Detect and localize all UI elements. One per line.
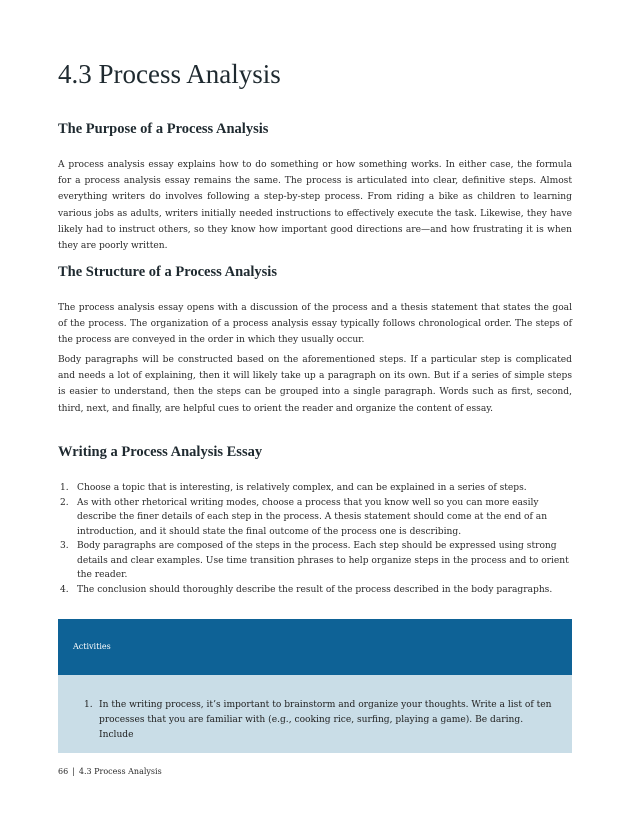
list-item [58,481,572,496]
footer-separator: | [72,767,75,776]
list-item [84,698,554,743]
list-item-text: Body paragraphs are composed of the steps in the process. Each step should be expressed using strong details and clear examples. Use time transition phrases to help organize steps in the process and to orient the reader. [77,541,569,580]
list-number: 1. [84,700,93,710]
page-footer [58,766,162,777]
list-item [58,496,572,540]
activities-label: Activities [73,642,111,651]
writing-steps-list [58,481,572,597]
activities-header [58,619,572,675]
list-item [58,583,572,598]
list-number: 1. [60,483,69,493]
page-number: 66 [58,767,69,776]
section-heading-structure: The Structure of a Process Analysis [58,264,277,280]
footer-chapter: 4.3 Process Analysis [78,767,162,776]
list-item-text: The conclusion should thoroughly describe the result of the process described in the body paragraphs. [77,584,553,595]
list-item-text: Choose a topic that is interesting, is relatively complex, and can be explained in a series of steps. [77,483,527,493]
structure-paragraph-1: The process analysis essay opens with a discussion of the process and a thesis statement that states the goal of the process. The organization of a process analysis essay typically follows chronological order. The steps of the process are conveyed in the order in which they usually occur. [58,303,572,346]
list-item-text: As with other rhetorical writing modes, choose a process that you know well so you can more easily describe the finer details of each step in the process. A thesis statement should come at the end of an introduction, and it should state the final outcome of the process one is describing. [77,497,548,537]
activities-list [84,698,554,743]
list-number: 2. [60,497,69,508]
list-number: 4. [60,584,69,595]
purpose-paragraph: A process analysis essay explains how to do something or how something works. In either case, the formula for a process analysis essay remains the same. The process is articulated into clear, definitive steps. Almost everything writers do involves following a step-by-step process. From riding a bike as children to learning various jobs as adults, writers initially needed instructions to effectively execute the task. Likewise, they have likely had to instruct others, so they know how important good directions are—and how frustrating it is when they are poorly written. [58,160,572,252]
list-number: 3. [60,541,69,551]
structure-paragraph-2: Body paragraphs will be constructed based on the aforementioned steps. If a particular step is complicated and needs a lot of explaining, then it will likely take up a paragraph on its own. But if a series of simple steps is easier to understand, then the steps can be grouped into a single paragraph. Words such as first, second, third, next, and finally, are helpful cues to orient the reader and organize the content of essay. [58,355,572,414]
activities-body [58,675,572,753]
section-heading-writing: Writing a Process Analysis Essay [58,444,263,460]
section-heading-purpose: The Purpose of a Process Analysis [58,121,269,137]
list-item [58,539,572,583]
list-item-text: In the writing process, it’s important to brainstorm and organize your thoughts. Write a list of ten processes that you are familiar with (e.g., cooking rice, surfing, playing a game). Be daring. Include [99,700,552,740]
page-title: 4.3 Process Analysis [58,59,281,89]
